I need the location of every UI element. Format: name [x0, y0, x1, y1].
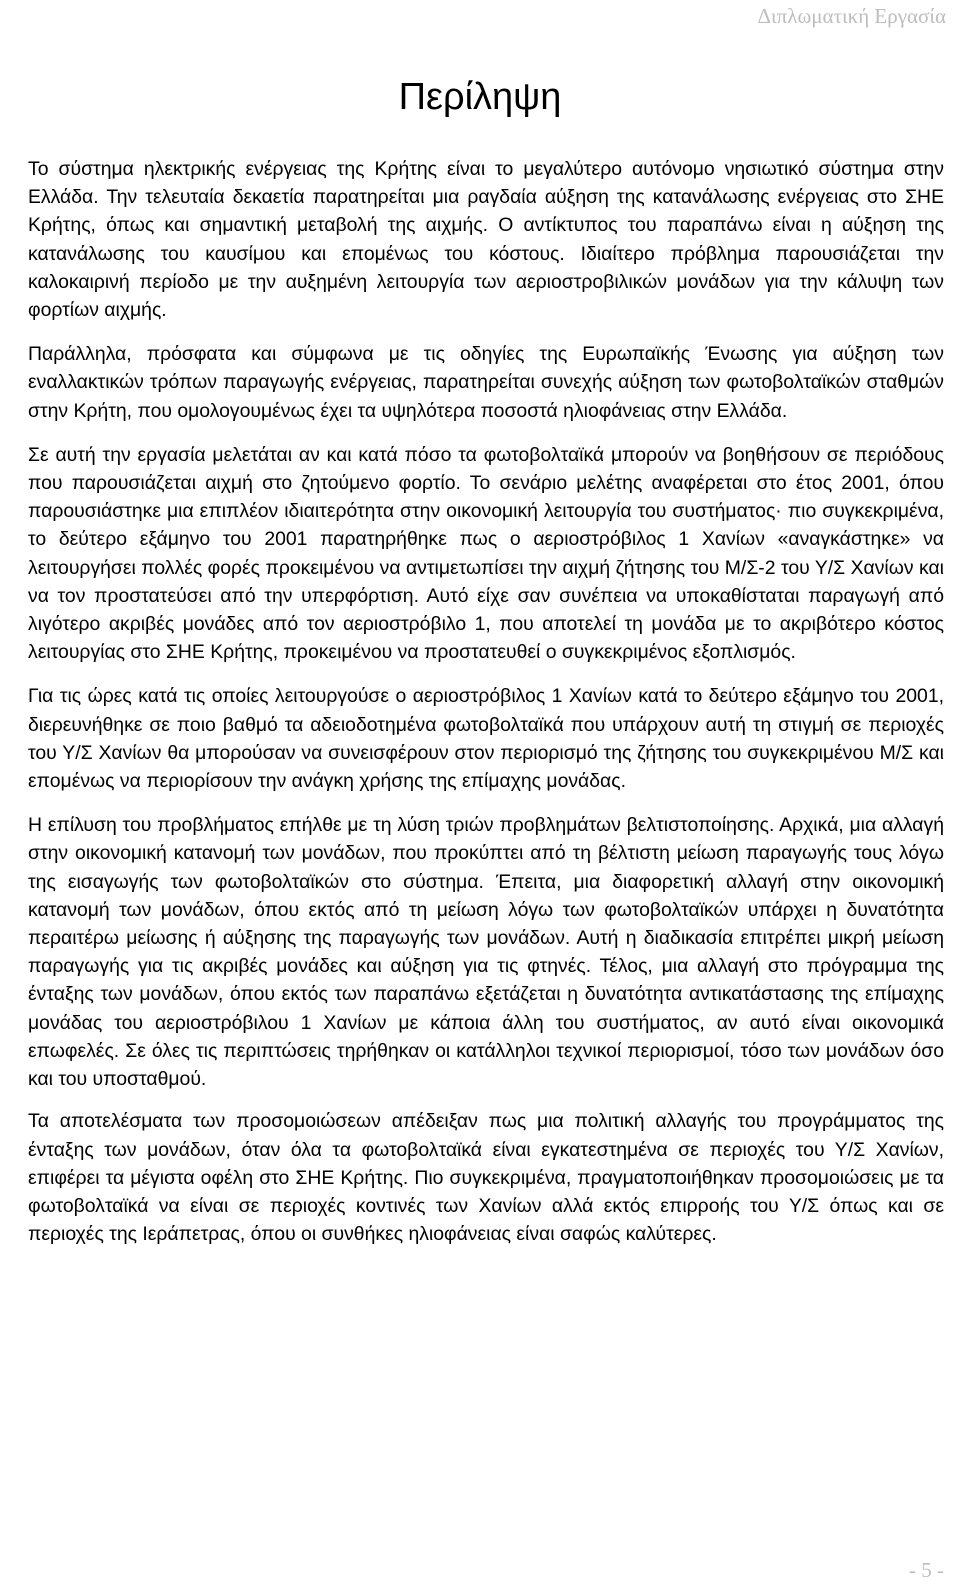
page-number: - 5 - — [909, 1558, 944, 1582]
paragraph-1: Το σύστημα ηλεκτρικής ενέργειας της Κρήτης είναι το μεγαλύτερο αυτόνομο νησιωτικό σύστημα στην Ελλάδα. Την τελευταία δεκαετία παρατηρείται μια ραγδαία αύξηση της κατανάλωσης ενέργειας στο ΣΗΕ Κρήτης, όπως και σημαντική μεταβολή της αιχμής. Ο αντίκτυπος του παραπάνω είναι η αύξηση της κατανάλωσης του καυσίμου και επομένως του κόστους. Ιδιαίτερο πρόβλημα παρουσιάζεται την καλοκαιρινή περίοδο με την αυξημένη λειτουργία των αεριοστροβιλικών μονάδων για την κάλυψη των φορτίων αιχμής. — [28, 158, 944, 322]
paragraph-2: Παράλληλα, πρόσφατα και σύμφωνα με τις οδηγίες της Ευρωπαϊκής Ένωσης για αύξηση των εναλλακτικών τρόπων παραγωγής ενέργειας, παρατηρείται συνεχής αύξηση των φωτοβολταϊκών σταθμών στην Κρήτη, που ομολογουμένως έχει τα υψηλότερα ποσοστά ηλιοφάνειας στην Ελλάδα. — [28, 343, 944, 422]
paragraph-6: Τα αποτελέσματα των προσομοιώσεων απέδειξαν πως μια πολιτική αλλαγής του προγράμματος της ένταξης των μονάδων, όταν όλα τα φωτοβολταϊκά είναι εγκατεστημένα σε περιοχές του Υ/Σ Χανίων, επιφέρει τα μέγιστα οφέλη στο ΣΗΕ Κρήτης. Πιο συγκεκριμένα, πραγματοποιήθηκαν προσομοιώσεις με τα φωτοβολταϊκά να είναι σε περιοχές κοντινές των Χανίων αλλά εκτός επιρροής του Υ/Σ όπως και σε περιοχές της Ιεράπετρας, όπου οι συνθήκες ηλιοφάνειας είναι σαφώς καλύτερες. — [28, 1110, 944, 1246]
paragraph-5: Η επίλυση του προβλήματος επήλθε με τη λύση τριών προβλημάτων βελτιστοποίησης. Αρχικά, μια αλλαγή στην οικονομική κατανομή των μονάδων, που προκύπτει από τη βέλτιστη μείωση παραγωγής τους λόγω της εισαγωγής των φωτοβολταϊκών στο σύστημα. Έπειτα, μια διαφορετική αλλαγή στην οικονομική κατανομή των μονάδων, όπου εκτός από τη μείωση λόγω των φωτοβολταϊκών υπάρχει η δυνατότητα περαιτέρω μείωσης ή αύξησης της παραγωγής των μονάδων. Αυτή η διαδικασία επιτρέπει μικρή μείωση παραγωγής για τις ακριβές μονάδες και αύξηση για τις φτηνές. Τέλος, μια αλλαγή στο πρόγραμμα της ένταξης των μονάδων, όπου εκτός των παραπάνω εξετάζεται η δυνατότητα αντικατάστασης της επίμαχης μονάδας του αεριοστρόβιλου 1 Χανίων με κάποια άλλη του συστήματος, αν αυτό είναι οικονομικά επωφελές. Σε όλες τις περιπτώσεις τηρήθηκαν οι κατάλληλοι τεχνικοί περιορισμοί, τόσο των μονάδων όσο και του υποσταθμού. — [28, 814, 944, 1091]
abstract-body — [28, 155, 944, 1262]
running-header-title: Διπλωματική Εργασία — [757, 4, 946, 28]
paragraph-3: Σε αυτή την εργασία μελετάται αν και κατά πόσο τα φωτοβολταϊκά μπορούν να βοηθήσουν σε περιόδους που παρουσιάζεται αιχμή στο ζητούμενο φορτίο. Το σενάριο μελέτης αναφέρεται στο έτος 2001, όπου παρουσιάστηκε μια επιπλέον ιδιαιτερότητα στην οικονομική λειτουργία του συστήματος· πιο συγκεκριμένα, το δεύτερο εξάμηνο του 2001 παρατηρήθηκε πως ο αεριοστρόβιλος 1 Χανίων «αναγκάστηκε» να λειτουργήσει πολλές φορές προκειμένου να αντιμετωπίσει την αιχμή ζήτησης του Μ/Σ-2 του Υ/Σ Χανίων και να τον προστατεύσει από την υπερφόρτιση. Αυτό είχε σαν συνέπεια να υποκαθίσταται παραγωγή από λιγότερο ακριβές μονάδες από τον αεριοστρόβιλο 1, που αποτελεί τη μονάδα με το ακριβότερο κόστος λειτουργίας στο ΣΗΕ Κρήτης, προκειμένου να προστατευθεί ο συγκεκριμένος εξοπλισμός. — [28, 443, 944, 664]
paragraph-4: Για τις ώρες κατά τις οποίες λειτουργούσε ο αεριοστρόβιλος 1 Χανίων κατά το δεύτερο εξάμηνο του 2001, διερευνήθηκε σε ποιο βαθμό τα αδειοδοτημένα φωτοβολταϊκά που υπάρχουν αυτή τη στιγμή σε περιοχές του Υ/Σ Χανίων θα μπορούσαν να συνεισφέρουν στον περιορισμό της ζήτησης του συγκεκριμένου Μ/Σ και επομένως να περιορίσουν την ανάγκη χρήσης της επίμαχης μονάδας. — [28, 685, 944, 793]
page-title: Περίληψη — [398, 76, 562, 118]
